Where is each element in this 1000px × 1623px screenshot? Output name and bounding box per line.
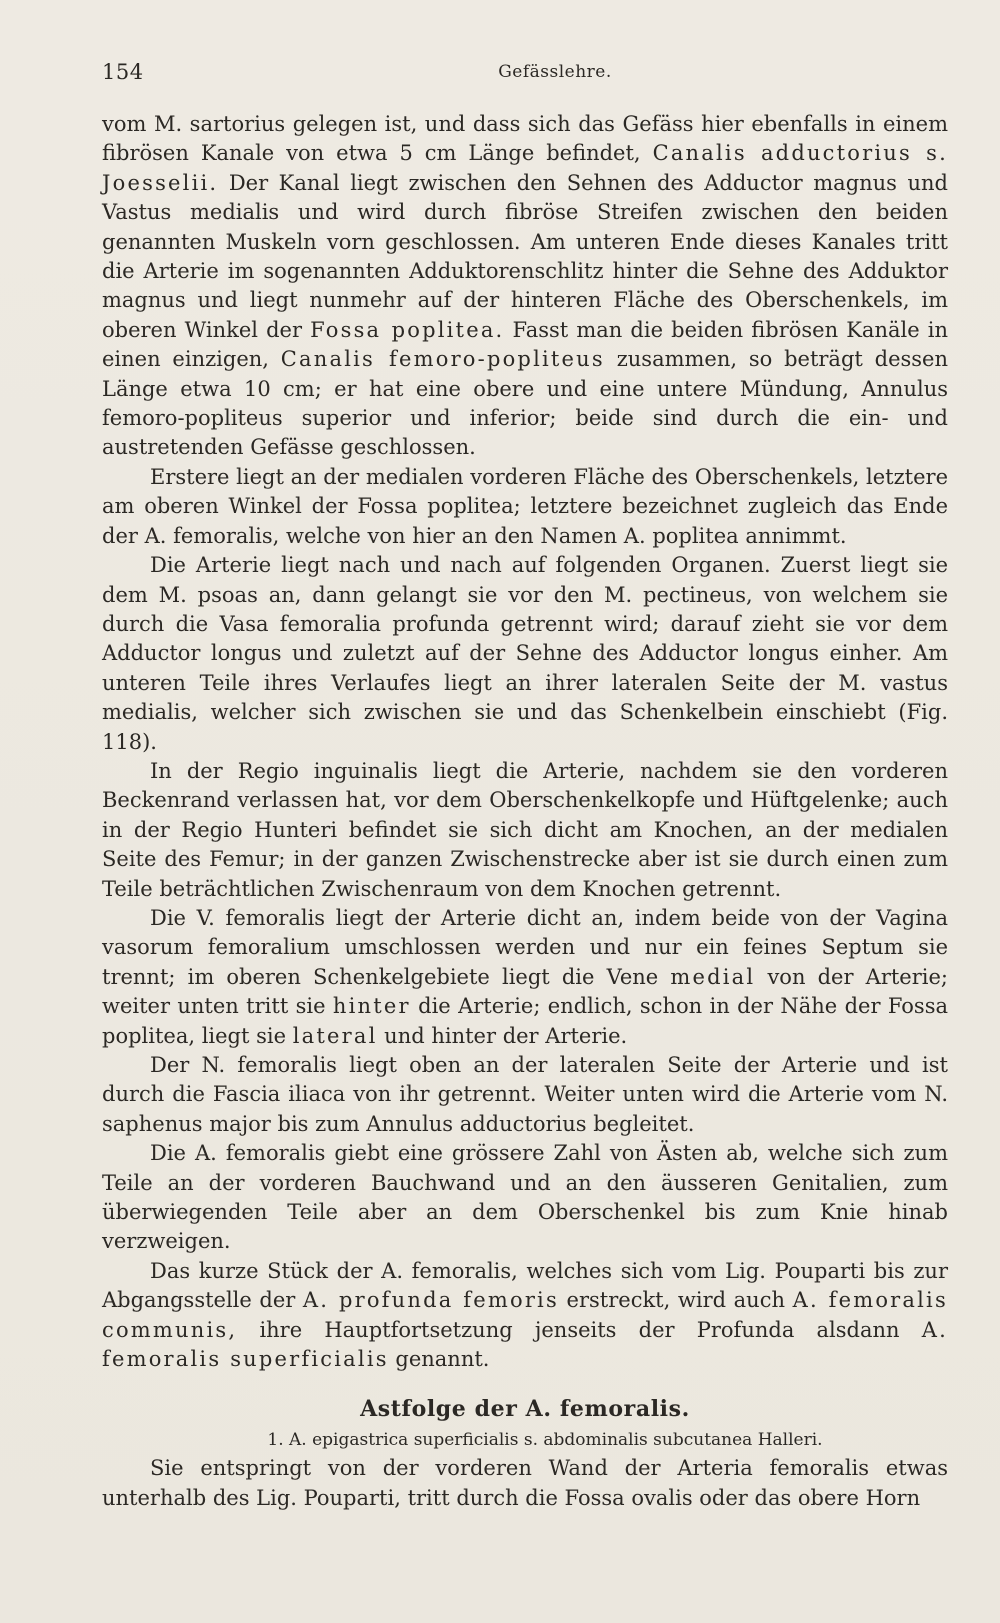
text-run: von der Arterie; weiter unten tritt sie (102, 964, 948, 1019)
section-heading: Astfolge der A. femoralis. (360, 1396, 690, 1423)
paragraph-aeste: Die A. femoralis giebt eine grössere Zahl von Ästen ab, welche sich zum Teile an der vorderen Bauchwand und an den äusseren Genitalien, zum überwiegenden Teile aber an dem Oberschenkel bis zum Knie hinab verzweigen. (102, 1141, 948, 1254)
spaced-term: Canalis femoro-popliteus (280, 347, 605, 372)
spaced-term: A. profunda femoris (302, 1288, 559, 1313)
spaced-term: A. femoralis communis, (102, 1288, 948, 1342)
spaced-term: medial (670, 964, 756, 989)
text-run: vom M. sartorius gelegen ist, und dass sich das Gefäss hier ebenfalls in einem fibrösen Kanale von etwa 5 cm Länge befindet, (102, 112, 948, 166)
paragraph-epigastrica: Sie entspringt von der vorderen Wand der Arteria femoralis etwas unterhalb des Lig. Pouparti, tritt durch die Fossa ovalis oder das obere Horn (102, 1456, 948, 1510)
spaced-term: hinter (332, 994, 411, 1019)
text-run: Fasst man die beiden fibrösen Kanäle in einen einzigen, (102, 317, 948, 372)
text-run: ihre Hauptfortsetzung jenseits der Profunda alsdann (237, 1317, 922, 1342)
text-run: Die V. femoralis liegt der Arterie dicht an, indem beide von der Vagina vasorum femoralium umschlossen werden und nur ein feines Septum sie trennt; im oberen Schenkelgebiete liegt die Vene (102, 905, 948, 989)
running-title: Gefässlehre. (498, 62, 612, 82)
text-run: genannt. (388, 1347, 490, 1372)
page-number: 154 (102, 60, 144, 84)
spaced-term: Fossa poplitea. (310, 317, 505, 342)
paragraph-regio-inguinalis: In der Regio inguinalis liegt die Arterie, nachdem sie den vorderen Beckenrand verlassen hat, vor dem Oberschenkelkopfe und Hüftgelenke; auch in der Regio Hunteri befindet sie sich dicht am Knochen, an der medialen Seite des Femur; in der ganzen Zwischenstrecke aber ist sie durch einen zum Teile beträchtlichen Zwischenraum von dem Knochen getrennt. (102, 758, 948, 901)
spaced-term: Canalis adductorius s. Joesselii. (102, 141, 948, 195)
paragraph-canalis-adductorius (102, 110, 948, 463)
paragraph-organe: Die Arterie liegt nach und nach auf folgenden Organen. Zuerst liegt sie dem M. psoas an, dann gelangt sie vor den M. pectineus, von welchem sie durch die Vasa femoralia profunda getrennt wird; darauf zieht sie vor dem Adductor longus und zuletzt auf der Sehne des Adductor longus einher. Am unteren Teile ihres Verlaufes liegt an ihrer lateralen Seite der M. vastus medialis, welcher sich zwischen sie und das Schenkelbein einschiebt (Fig. 118). (102, 553, 948, 754)
paragraph-femoralis-communis (102, 1257, 948, 1375)
spaced-term: A. femoralis superficialis (102, 1317, 948, 1372)
paragraph-nervus-femoralis: Der N. femoralis liegt oben an der lateralen Seite der Arterie und ist durch die Fascia iliaca von ihr getrennt. Weiter unten wird die Arterie vom N. saphenus major bis zum Annulus adductorius begleitet. (102, 1053, 948, 1136)
section-subheading: 1. A. epigastrica superficialis s. abdominalis subcutanea Halleri. (267, 1430, 823, 1451)
page-header (102, 60, 948, 90)
text-run: Der Kanal liegt zwischen den Sehnen des Adductor magnus und Vastus medialis und wird durch fibröse Streifen zwischen den beiden genannten Muskeln vorn geschlossen. Am unteren Ende dieses Kanales tritt die Arterie im sogenannten Adduktorenschlitz hinter die Sehne des Adduktor magnus und liegt nunmehr auf der hinteren Fläche des Oberschenkels, im oberen Winkel der (102, 170, 948, 342)
paragraph-erstere: Erstere liegt an der medialen vorderen Fläche des Oberschenkels, letztere am oberen Winkel der Fossa poplitea; letztere bezeichnet zugleich das Ende der A. femoralis, welche von hier an den Namen A. poplitea annimmt. (102, 464, 948, 548)
text-run: Das kurze Stück der A. femoralis, welches sich vom Lig. Pouparti bis zur Abgangsstelle der (102, 1258, 948, 1313)
spaced-term: lateral (292, 1023, 378, 1048)
text-run: und hinter der Arterie. (377, 1023, 628, 1048)
text-run: erstreckt, wird auch (558, 1288, 793, 1313)
text-run: die Arterie; endlich, schon in der Nähe der Fossa poplitea, liegt sie (102, 994, 948, 1048)
page-body (102, 110, 948, 1513)
paragraph-vena-femoralis (102, 904, 948, 1051)
text-run: zusammen, so beträgt dessen Länge etwa 10 cm; er hat eine obere und eine untere Mündung, Annulus femoro-popliteus superior und inferior; beide sind durch die ein- und austretenden Gefässe geschlossen. (102, 347, 949, 460)
